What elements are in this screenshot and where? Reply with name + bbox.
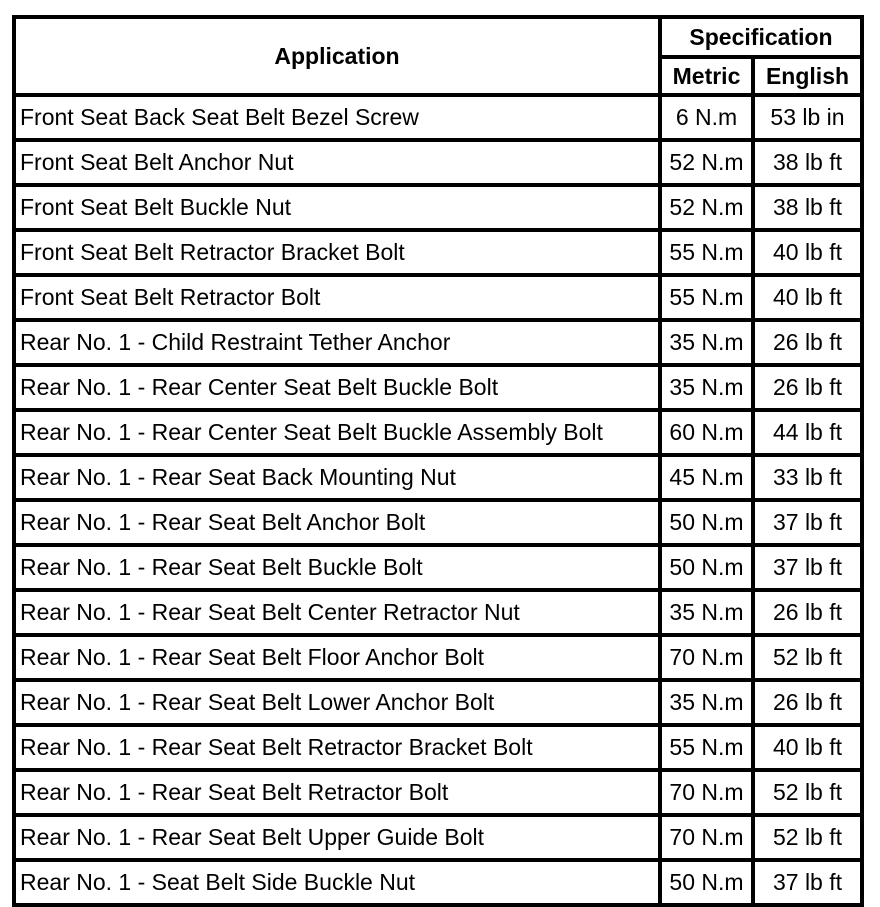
metric-cell: 35 N.m — [660, 365, 753, 410]
application-cell: Rear No. 1 - Rear Seat Belt Buckle Bolt — [14, 545, 660, 590]
table-row — [14, 140, 862, 185]
application-cell: Front Seat Belt Buckle Nut — [14, 185, 660, 230]
english-cell: 53 lb in — [753, 95, 862, 140]
english-cell: 33 lb ft — [753, 455, 862, 500]
english-cell: 52 lb ft — [753, 815, 862, 860]
metric-cell: 70 N.m — [660, 770, 753, 815]
english-cell: 37 lb ft — [753, 545, 862, 590]
table-header — [14, 17, 862, 95]
application-cell: Rear No. 1 - Rear Center Seat Belt Buckle Bolt — [14, 365, 660, 410]
metric-cell: 35 N.m — [660, 320, 753, 365]
english-cell: 26 lb ft — [753, 365, 862, 410]
application-cell: Rear No. 1 - Rear Seat Belt Floor Anchor Bolt — [14, 635, 660, 680]
table-row — [14, 230, 862, 275]
application-cell: Rear No. 1 - Rear Seat Belt Retractor Bolt — [14, 770, 660, 815]
english-cell: 37 lb ft — [753, 500, 862, 545]
table-row — [14, 365, 862, 410]
metric-cell: 52 N.m — [660, 185, 753, 230]
english-cell: 52 lb ft — [753, 635, 862, 680]
table-row — [14, 545, 862, 590]
table-row — [14, 500, 862, 545]
english-cell: 38 lb ft — [753, 185, 862, 230]
metric-cell: 52 N.m — [660, 140, 753, 185]
table-row — [14, 275, 862, 320]
table-row — [14, 590, 862, 635]
english-cell: 38 lb ft — [753, 140, 862, 185]
english-cell: 44 lb ft — [753, 410, 862, 455]
english-cell: 40 lb ft — [753, 725, 862, 770]
specification-column-header: Specification — [660, 17, 862, 57]
metric-cell: 70 N.m — [660, 635, 753, 680]
english-cell: 26 lb ft — [753, 680, 862, 725]
table-row — [14, 815, 862, 860]
application-cell: Front Seat Belt Anchor Nut — [14, 140, 660, 185]
application-cell: Front Seat Belt Retractor Bracket Bolt — [14, 230, 660, 275]
application-cell: Rear No. 1 - Rear Seat Belt Anchor Bolt — [14, 500, 660, 545]
table-row — [14, 320, 862, 365]
table-row — [14, 455, 862, 500]
table-row — [14, 95, 862, 140]
application-cell: Rear No. 1 - Seat Belt Side Buckle Nut — [14, 860, 660, 905]
english-cell: 40 lb ft — [753, 230, 862, 275]
metric-cell: 35 N.m — [660, 680, 753, 725]
metric-cell: 60 N.m — [660, 410, 753, 455]
application-cell: Rear No. 1 - Rear Center Seat Belt Buckle Assembly Bolt — [14, 410, 660, 455]
metric-cell: 6 N.m — [660, 95, 753, 140]
fastener-specification-table — [12, 15, 864, 907]
table-row — [14, 725, 862, 770]
table-row — [14, 680, 862, 725]
table-row — [14, 635, 862, 680]
application-column-header: Application — [14, 17, 660, 95]
english-cell: 26 lb ft — [753, 320, 862, 365]
metric-cell: 45 N.m — [660, 455, 753, 500]
english-cell: 52 lb ft — [753, 770, 862, 815]
metric-cell: 55 N.m — [660, 230, 753, 275]
metric-cell: 50 N.m — [660, 545, 753, 590]
application-cell: Front Seat Back Seat Belt Bezel Screw — [14, 95, 660, 140]
application-cell: Rear No. 1 - Rear Seat Belt Upper Guide Bolt — [14, 815, 660, 860]
application-cell: Rear No. 1 - Rear Seat Belt Lower Anchor Bolt — [14, 680, 660, 725]
table-row — [14, 185, 862, 230]
english-cell: 26 lb ft — [753, 590, 862, 635]
table-row — [14, 860, 862, 905]
english-cell: 40 lb ft — [753, 275, 862, 320]
application-cell: Rear No. 1 - Rear Seat Back Mounting Nut — [14, 455, 660, 500]
metric-cell: 50 N.m — [660, 500, 753, 545]
application-cell: Rear No. 1 - Rear Seat Belt Center Retractor Nut — [14, 590, 660, 635]
table-row — [14, 410, 862, 455]
table-body — [14, 95, 862, 905]
metric-cell: 35 N.m — [660, 590, 753, 635]
metric-cell: 50 N.m — [660, 860, 753, 905]
metric-column-header: Metric — [660, 57, 753, 95]
application-cell: Front Seat Belt Retractor Bolt — [14, 275, 660, 320]
application-cell: Rear No. 1 - Child Restraint Tether Anchor — [14, 320, 660, 365]
metric-cell: 70 N.m — [660, 815, 753, 860]
metric-cell: 55 N.m — [660, 725, 753, 770]
application-cell: Rear No. 1 - Rear Seat Belt Retractor Bracket Bolt — [14, 725, 660, 770]
metric-cell: 55 N.m — [660, 275, 753, 320]
english-column-header: English — [753, 57, 862, 95]
table-row — [14, 770, 862, 815]
english-cell: 37 lb ft — [753, 860, 862, 905]
